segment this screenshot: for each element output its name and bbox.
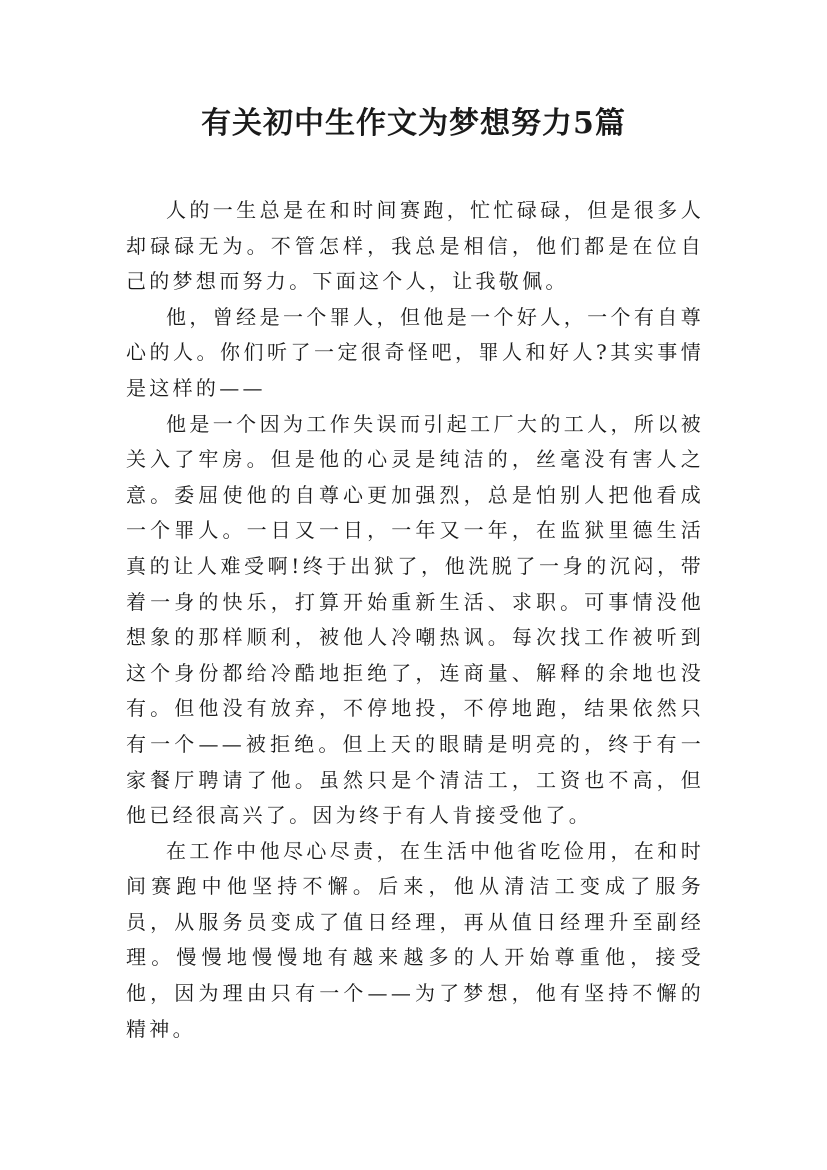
paragraph-1: 人的一生总是在和时间赛跑，忙忙碌碌，但是很多人却碌碌无为。不管怎样，我总是相信，他们都是在位自己的梦想而努力。下面这个人，让我敬佩。 xyxy=(126,198,704,294)
paragraph-3: 他是一个因为工作失误而引起工厂大的工人，所以被关入了牢房。但是他的心灵是纯洁的，丝毫没有害人之意。委屈使他的自尊心更加强烈，总是怕别人把他看成一个罪人。一日又一日，一年又一年，在监狱里德生活真的让人难受啊!终于出狱了，他洗脱了一身的沉闷，带着一身的快乐，打算开始重新生活、求职。可事情没他想象的那样顺利，被他人冷嘲热讽。每次找工作被听到这个身份都给冷酷地拒绝了，连商量、解释的余地也没有。但他没有放弃，不停地投，不停地跑，结果依然只有一个——被拒绝。但上天的眼睛是明亮的，终于有一家餐厅聘请了他。虽然只是个清洁工，工资也不高，但他已经很高兴了。因为终于有人肯接受他了。 xyxy=(126,411,704,828)
document-title: 有关初中生作文为梦想努力5篇 xyxy=(201,106,626,141)
paragraph-2: 他，曾经是一个罪人，但他是一个好人，一个有自尊心的人。你们听了一定很奇怪吧，罪人和好人?其实事情是这样的—— xyxy=(126,304,704,400)
paragraph-4: 在工作中他尽心尽责，在生活中他省吃俭用，在和时间赛跑中他坚持不懈。后来，他从清洁工变成了服务员，从服务员变成了值日经理，再从值日经理升至副经理。慢慢地慢慢地有越来越多的人开始尊重他，接受他，因为理由只有一个——为了梦想，他有坚持不懈的精神。 xyxy=(126,838,704,1041)
document-body xyxy=(126,193,704,1047)
